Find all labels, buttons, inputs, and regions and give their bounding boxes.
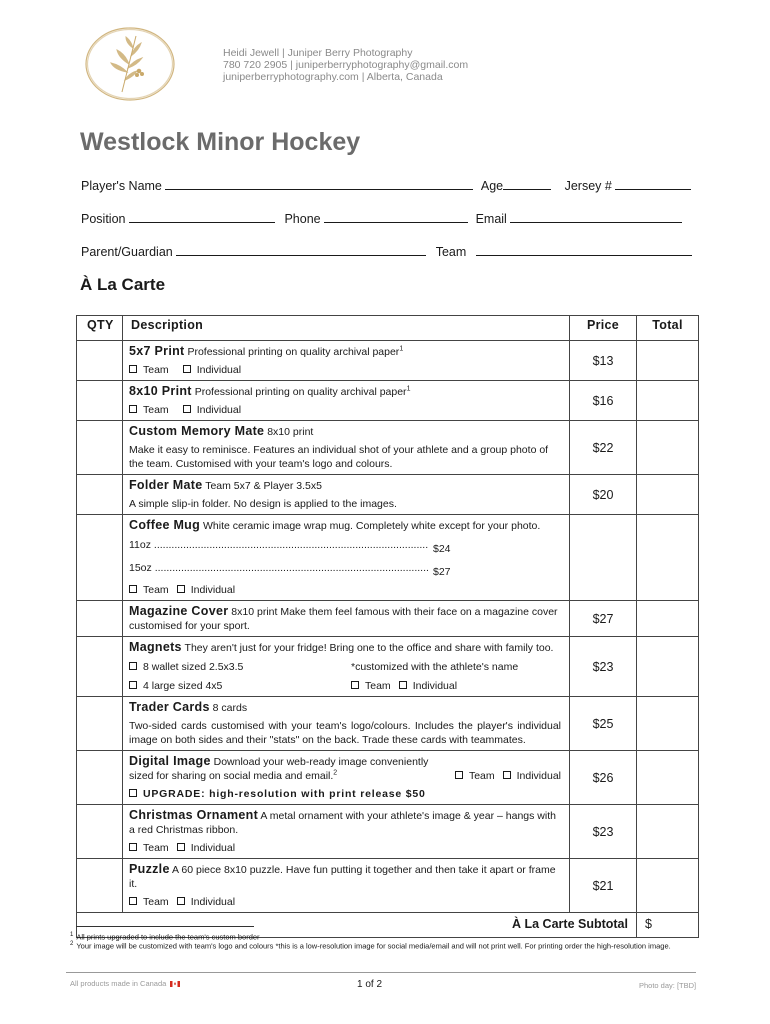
checkbox-icon[interactable] [177,585,185,593]
total-cell[interactable] [637,475,699,515]
price-cell [570,515,637,601]
footnote-text: Your image will be customized with team's logo and colours *this is a low-resolution image for social media/email and will not print well. For printing order the high-resolution image. [76,941,671,951]
qty-cell[interactable] [77,475,123,515]
qty-cell[interactable] [77,341,123,381]
checkbox-icon[interactable] [399,681,407,689]
total-cell[interactable] [637,805,699,859]
option-team: Team [143,364,169,376]
photo-day: Photo day: [TBD] [639,981,697,990]
team-field[interactable] [476,243,692,256]
form-row-player [81,177,691,193]
footnote-ref: 2 [333,769,338,777]
product-detail: Two-sided cards customised with your team's logo/colours. Includes the player's individual image on both sides and their "stats" on the back. Trade these cards with teammates. [129,720,561,746]
product-detail: Make it easy to reminisce. Features an individual shot of your athlete and a group photo of the team. Customised with your team's logo and colours. [129,444,549,470]
description-cell [123,601,570,637]
footnote-ref: 1 [406,385,411,393]
description-cell [123,859,570,913]
checkbox-icon[interactable] [129,405,137,413]
magnet-note: *customized with the athlete's name [351,661,519,673]
contact-info [223,47,468,83]
players-name-label: Player's Name [81,179,162,193]
footer-left-text: All products made in Canada [70,979,167,988]
size-row-15oz [129,561,561,579]
price-cell: $23 [570,805,637,859]
checkbox-icon[interactable] [183,405,191,413]
product-name: Digital Image [129,754,211,768]
product-desc: They aren't just for your fridge! Bring one to the office and share with family too. [184,642,554,654]
footnote-2 [70,941,671,951]
table-row [77,859,699,913]
qty-cell[interactable] [77,751,123,805]
product-name: Custom Memory Mate [129,424,265,438]
checkbox-icon[interactable] [351,681,359,689]
product-desc: Professional printing on quality archival paper [194,386,407,398]
players-name-field[interactable] [165,177,473,190]
product-desc: 8x10 print Make them feel famous with their face on a magazine cover customised for your sport. [129,606,558,632]
description-cell [123,697,570,751]
option-team: Team [143,584,169,596]
subtotal-value[interactable]: $ [637,913,699,938]
price-cell: $26 [570,751,637,805]
option-individual: Individual [190,584,236,596]
col-total: Total [637,316,699,341]
table-row [77,475,699,515]
contact-line-3: juniperberryphotography.com | Alberta, Canada [223,71,443,83]
product-name: Magnets [129,640,182,654]
qty-cell[interactable] [77,515,123,601]
table-row [77,637,699,697]
size-row-11oz [129,538,561,556]
contact-line-1: Heidi Jewell | Juniper Berry Photography [223,47,413,59]
checkbox-icon[interactable] [183,365,191,373]
order-table [76,315,699,938]
table-row [77,805,699,859]
option-individual: Individual [412,680,458,692]
description-cell [123,381,570,421]
section-title: À La Carte [80,275,166,294]
description-cell [123,475,570,515]
price-cell: $13 [570,341,637,381]
product-name: Coffee Mug [129,518,201,532]
table-row [77,341,699,381]
option-team: Team [365,680,391,692]
size-dots: .............................................................................................. [154,562,429,574]
parent-field[interactable] [176,243,426,256]
description-cell [123,637,570,697]
footer-made-in-canada [70,979,180,988]
size-label: 15oz [129,562,152,574]
option-individual: Individual [196,364,242,376]
size-label: 11oz [129,539,151,551]
upgrade-option: UPGRADE: high-resolution with print release $50 [143,788,426,800]
page-number: 1 of 2 [357,979,383,990]
option-individual: Individual [190,896,236,908]
size-price: $27 [433,566,451,578]
form-row-parent [81,243,692,259]
description-cell [123,421,570,475]
checkbox-icon[interactable] [177,843,185,851]
footnote-divider [76,926,254,927]
phone-field[interactable] [324,210,468,223]
option-individual: Individual [190,842,236,854]
footnote-number: 2 [70,941,74,947]
price-cell: $25 [570,697,637,751]
option-large: 4 large sized 4x5 [143,680,223,692]
checkbox-icon[interactable] [129,662,137,670]
footnote-text: All prints upgraded to include the team's custom border [76,932,260,942]
checkbox-icon[interactable] [455,771,463,779]
page-title: Westlock Minor Hockey [80,128,361,156]
table-row [77,421,699,475]
jersey-field[interactable] [615,177,691,190]
price-cell: $23 [570,637,637,697]
position-label: Position [81,212,126,226]
table-row [77,697,699,751]
email-field[interactable] [510,210,682,223]
col-price: Price [570,316,637,341]
product-desc: 8 cards [212,702,248,714]
product-name: Folder Mate [129,478,203,492]
qty-cell[interactable] [77,859,123,913]
checkbox-icon[interactable] [129,365,137,373]
size-dots: .............................................................................................. [153,539,429,551]
table-row [77,601,699,637]
checkbox-icon[interactable] [129,897,137,905]
table-row [77,515,699,601]
product-name: 5x7 Print [129,344,185,358]
total-cell[interactable] [637,637,699,697]
phone-label: Phone [284,212,321,226]
price-cell: $27 [570,601,637,637]
footer-divider [66,972,696,973]
option-team: Team [143,896,169,908]
qty-cell[interactable] [77,421,123,475]
product-desc: A metal ornament with your athlete's image & year – hangs with a red Christmas ribbon. [129,810,556,836]
email-label: Email [475,212,507,226]
product-name: Trader Cards [129,700,210,714]
total-cell[interactable] [637,751,699,805]
qty-cell[interactable] [77,381,123,421]
option-individual: Individual [516,770,561,782]
product-name: Puzzle [129,862,170,876]
product-desc: Professional printing on quality archival paper [187,346,400,358]
option-wallet: 8 wallet sized 2.5x3.5 [143,661,244,673]
checkbox-icon[interactable] [503,771,511,779]
total-cell[interactable] [637,421,699,475]
description-cell [123,341,570,381]
footnote-number: 1 [70,932,74,938]
subtotal-label: À La Carte Subtotal [77,913,637,938]
form-row-position [81,210,682,226]
team-label: Team [435,245,467,259]
option-team: Team [143,842,169,854]
table-row [77,381,699,421]
total-cell[interactable] [637,697,699,751]
canada-flag-icon [170,980,180,986]
total-cell[interactable] [637,859,699,913]
qty-cell[interactable] [77,601,123,637]
contact-line-2: 780 720 2905 | juniperberryphotography@gmail.com [223,59,469,71]
qty-cell[interactable] [77,805,123,859]
product-name: 8x10 Print [129,384,192,398]
checkbox-icon[interactable] [129,789,137,797]
product-desc: White ceramic image wrap mug. Completely white except for your photo. [202,520,541,532]
checkbox-icon[interactable] [129,585,137,593]
position-field[interactable] [129,210,275,223]
option-team: Team [468,770,495,782]
table-header-row [77,316,699,341]
total-cell[interactable] [637,381,699,421]
product-detail: A simple slip-in folder. No design is applied to the images. [129,498,397,510]
price-cell: $21 [570,859,637,913]
option-team: Team [143,404,169,416]
juniper-berry-logo [84,26,176,102]
description-cell [123,805,570,859]
description-cell [123,751,570,805]
col-description: Description [123,316,570,341]
price-cell: $16 [570,381,637,421]
product-name: Magazine Cover [129,604,229,618]
jersey-label: Jersey # [564,179,612,193]
checkbox-icon[interactable] [129,681,137,689]
product-desc: Team 5x7 & Player 3.5x5 [205,480,322,492]
description-cell [123,515,570,601]
total-cell[interactable] [637,601,699,637]
qty-cell[interactable] [77,697,123,751]
price-cell: $22 [570,421,637,475]
checkbox-icon[interactable] [177,897,185,905]
age-label: Age [480,179,504,193]
table-row [77,751,699,805]
parent-label: Parent/Guardian [81,245,173,259]
product-name: Christmas Ornament [129,808,259,822]
product-desc: 8x10 print [267,426,314,438]
size-price: $24 [433,543,451,555]
option-individual: Individual [196,404,242,416]
footnote-ref: 1 [399,345,404,353]
col-qty: QTY [77,316,123,341]
age-field[interactable] [503,177,551,190]
qty-cell[interactable] [77,637,123,697]
price-cell: $20 [570,475,637,515]
product-desc: A 60 piece 8x10 puzzle. Have fun putting it together and then take it apart or frame it. [129,864,556,890]
checkbox-icon[interactable] [129,843,137,851]
total-cell[interactable] [637,341,699,381]
total-cell[interactable] [637,515,699,601]
product-desc: Download your web-ready image conveniently sized for sharing on social media and email. [129,756,429,782]
